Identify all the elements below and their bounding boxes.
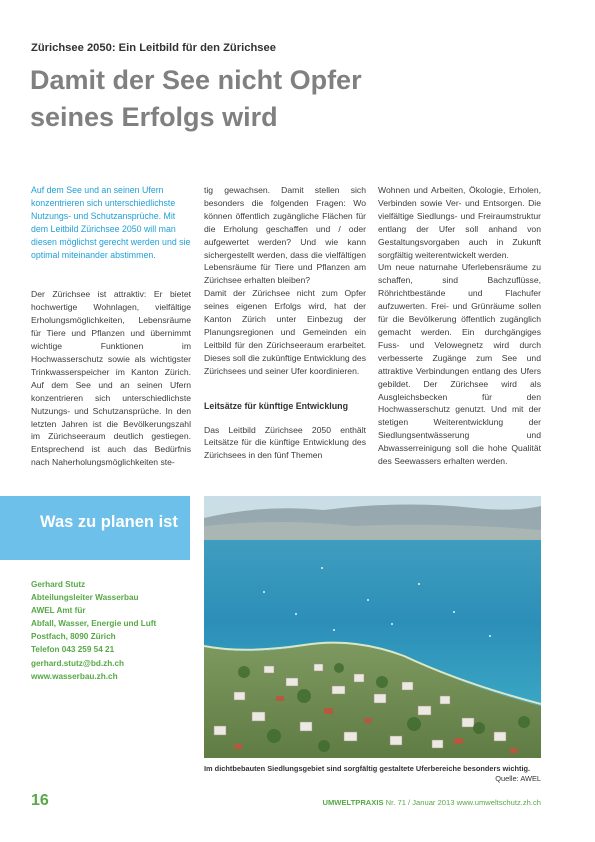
info-box [0,496,190,560]
footer-publication [323,798,542,807]
info-box-title: Was zu planen ist [40,513,178,531]
caption-text: Im dichtbebauten Siedlungsgebiet sind sorgfältig gestaltete Uferbereiche besonders wichtig. [204,764,531,773]
photo-caption [204,764,541,784]
contact-website[interactable]: www.wasserbau.zh.ch [31,671,118,681]
contact-office-full: Abfall, Wasser, Energie und Luft [31,619,157,629]
text-column-2 [204,184,366,462]
body-paragraph: Der Zürichsee ist attraktiv: Er bietet hochwertige Wohnlagen, vielfältige Erholungsmöglichkeiten, Lebensräume für Tiere und Pflanzen und übernimmt wichtige Funktionen im Hochwasserschutz sowie als wichtigster Trinkwasserspeicher im Kanton Zürich. Auf dem See und an seinen Ufern konzentrieren sich unterschiedlichste Nutzungs- und Schutzansprüche. In den letzten Jahren ist die Bevölkerungszahl im Zürichseeraum deutlich gestiegen. Entsprechend ist auch das Bedürfnis nach Naherholungsmöglichkeiten ste- [31,289,191,468]
footer-brand: UMWELTPRAXIS [322,798,384,807]
lead-paragraph: Auf dem See und an seinen Ufern konzentrieren sich unterschiedlichste Nutzungs- und Schutzansprüche. Mit dem Leitbild Zürichsee 2050 will man diesen möglichst gerecht werden und sie optimal miteinander abstimmen. [31,185,191,260]
page-number: 16 [31,792,49,809]
text-column-1 [31,184,191,469]
contact-name: Gerhard Stutz [31,580,86,589]
caption-source: Quelle: AWEL [495,774,541,783]
contact-email[interactable]: gerhard.stutz@bd.zh.ch [31,658,125,668]
contact-office: AWEL Amt für [31,606,86,616]
article-kicker: Zürichsee 2050: Ein Leitbild für den Zürichsee [31,42,276,54]
lake-aerial-photo [204,496,541,758]
body-paragraph: Um neue naturnahe Uferlebensräume zu schaffen, sind Bachzuflüsse, Röhrichtbestände und Flachufer aufzuwerten. Frei- und Grünräume sollen für die Bevölkerung öffentlich zugänglich gemacht werden. Ein durchgängiges Fuss- und Velowegnetz wird durch verbesserte Zugänge zum See und attraktive Verbindungen entlang des Ufers gebildet. Der Zürichsee wird als Ausgleichsbecken für den Hochwasserschutz genutzt. Und mit der stetigen Weiterentwicklung der Siedlungsentwässerung und Abwasserreinigung soll die hohe Qualität des Seewassers erhalten werden. [378,262,541,467]
contact-block [31,578,156,683]
text-column-3 [378,184,541,468]
section-subheading: Leitsätze für künftige Entwicklung [204,400,348,411]
body-paragraph: tig gewachsen. Damit stellen sich besonders die folgenden Fragen: Wo können öffentlich zugängliche Flächen für die Erholung geschaffen und / oder aufgewertet werden? Und wie kann sichergestellt werden, dass die vielfältigen Lebensräume für Tiere und Pflanzen am Zürichsee erhalten bleiben? [204,185,366,286]
article-headline: Damit der See nicht Opfer seines Erfolgs wird [30,65,362,132]
footer-issue: Nr. 71 / Januar 2013 [385,798,455,807]
body-paragraph: Damit der Zürichsee nicht zum Opfer seines eigenen Erfolgs wird, hat der Kanton Zürich unter Einbezug der Planungsregionen und Gemeinden ein Leitbild für den Zürichseeraum erarbeitet. Dieses soll die zukünftige Entwicklung des Zürichsees und seiner Ufer koordinieren. [204,288,366,376]
contact-address: Postfach, 8090 Zürich [31,632,116,642]
contact-role: Abteilungsleiter Wasserbau [31,593,139,603]
body-paragraph: Wohnen und Arbeiten, Ökologie, Erholen, Verbinden sowie Ver- und Entsorgen. Die vielfältige Siedlungs- und Freiraumstruktur entlang der Ufer soll anhand von Gestaltungsvorgaben auch in Zukunft sorgfältig weiterentwickelt werden. [378,185,541,260]
body-paragraph: Das Leitbild Zürichsee 2050 enthält Leitsätze für die künftige Entwicklung des Zürichsees in den fünf Themen [204,424,366,461]
contact-phone: Telefon 043 259 54 21 [31,645,115,655]
footer-url[interactable]: www.umweltschutz.zh.ch [456,798,541,807]
